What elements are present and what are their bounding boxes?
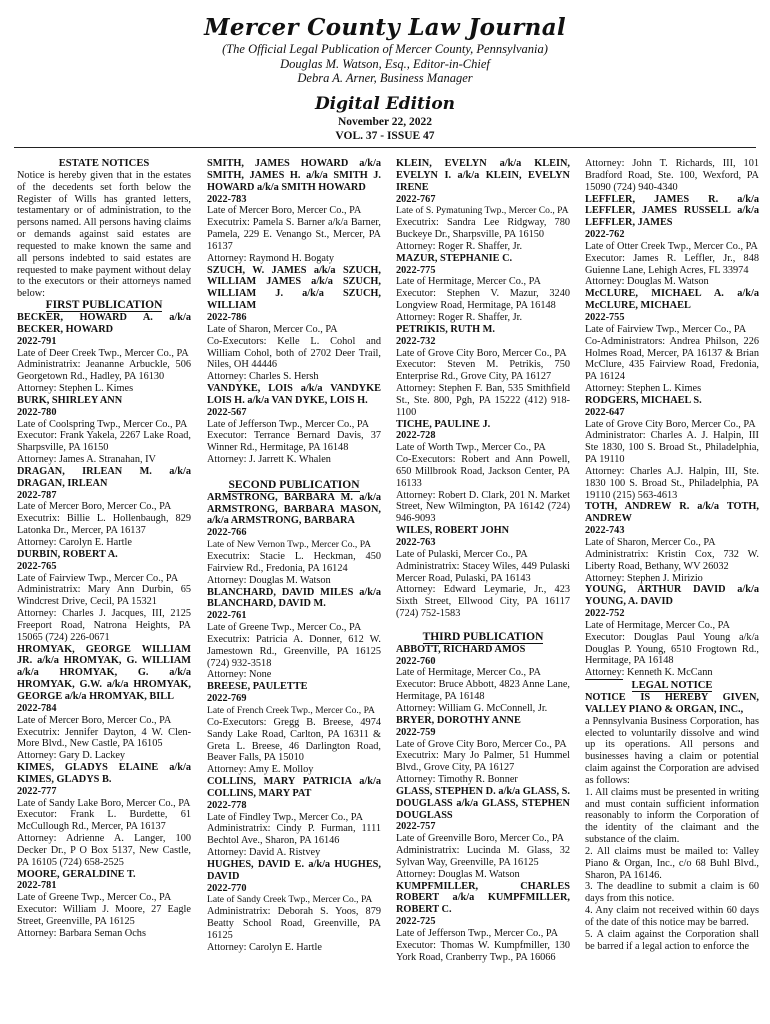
estate-entry [585, 395, 759, 502]
entry-line: Late of Mercer Boro, Mercer Co., PA [207, 205, 362, 217]
entry-line: Administratrix: Lucinda M. Glass, 32 Sylvan Way, Greenville, PA 16125 [396, 845, 570, 868]
entry-line: Attorney: Gary D. Lackey [17, 750, 126, 762]
entry-line: Co-Administrators: Andrea Philson, 226 Holmes Road, Mercer, PA 16137 & Brian McClure, 435 Fairview Road, Fredonia, PA 16124 [585, 335, 759, 383]
entry-line: Executor: Stephen V. Mazur, 3240 Longview Road, Hermitage, PA 16148 [396, 288, 570, 312]
entry-line: Attorney: J. Jarrett K. Whalen [207, 454, 331, 466]
entry-line: Late of Sandy Lake Boro, Mercer Co., PA [17, 797, 191, 809]
case-number: 2022-791 [17, 335, 57, 347]
entry-line: Late of Greene Twp., Mercer Co., PA [207, 622, 362, 634]
legal-notice-item: 5. A claim against the Corporation shall be barred if a legal action to enforce the [585, 928, 759, 952]
entry-line: Administrator: Charles A. J. Halpin, III Ste 1830, 100 S. Broad St., Philadelphia, PA 19110 [585, 430, 759, 466]
case-number: 2022-786 [207, 311, 247, 323]
case-number: 2022-781 [17, 880, 57, 892]
decedent-name: VANDYKE, LOIS a/k/a VANDYKE LOIS H. a/k/a VAN DYKE, LOIS H. [207, 383, 381, 406]
estate-entry [585, 194, 759, 289]
case-number: 2022-725 [396, 916, 436, 928]
entry-line: Attorney: Douglas M. Watson [585, 276, 709, 288]
entry-line: Late of French Creek Twp., Mercer Co., PA [207, 704, 375, 716]
case-number: 2022-752 [585, 608, 625, 620]
estate-entry [396, 419, 570, 526]
entry-line: Attorney: Charles A.J. Halpin, III, Ste. 1830 100 S. Broad St., Philadelphia, PA 19110 (215) 563-4613 [585, 465, 759, 501]
entry-line: Co-Executors: Kelle L. Cohol and William Cohol, both of 2702 Deer Trail, Niles, OH 44446 [207, 335, 381, 371]
decedent-name: KLEIN, EVELYN a/k/a KLEIN, EVELYN I. a/k/a KLEIN, EVELYN IRENE [396, 158, 570, 193]
decedent-name: DURBIN, ROBERT A. [17, 548, 118, 560]
entry-line: Attorney: Amy E. Molloy [207, 764, 314, 776]
entry-line: Late of Hermitage, Mercer Co., PA [396, 667, 541, 679]
decedent-name: BRYER, DOROTHY ANNE [396, 714, 521, 726]
estate-entry [585, 288, 759, 395]
entry-line: Administratrix: Stacey Wiles, 449 Pulaski Mercer Road, Pulaski, PA 16143 [396, 560, 570, 584]
journal-subtitle: (The Official Legal Publication of Mercer County, Pennsylvania) [222, 42, 548, 56]
estate-entry [396, 253, 570, 324]
entry-line: Late of S. Pymatuning Twp., Mercer Co., PA [396, 205, 569, 217]
second-publication-heading: SECOND PUBLICATION [228, 478, 360, 491]
legal-notice-item: 1. All claims must be presented in writing and must contain sufficient information reasonably to inform the Corporation of the identity of the claimant and the substance of the claim. [585, 786, 759, 846]
decedent-name: MAZUR, STEPHANIE C. [396, 252, 513, 264]
estate-entry [207, 859, 381, 954]
decedent-name: WILES, ROBERT JOHN [396, 525, 510, 537]
entry-line: Attorney: Barbara Seman Ochs [17, 927, 146, 939]
legal-notice-body: a Pennsylvania Business Corporation, has elected to voluntarily dissolve and wind up its operations. All persons and businesses having a claim or potential claim against the Corporation are advised as follows: [585, 715, 759, 786]
estate-entry [396, 881, 570, 964]
entry-line: Attorney: None [207, 669, 272, 681]
masthead [0, 14, 770, 144]
entry-line: Late of Jefferson Twp., Mercer Co., PA [396, 928, 559, 939]
case-number: 2022-777 [17, 785, 57, 797]
decedent-name: ABBOTT, RICHARD AMOS [396, 643, 526, 655]
entry-line: Attorney: Carolyn E. Hartle [207, 941, 322, 953]
legal-notice-lead: NOTICE IS HEREBY GIVEN, VALLEY PIANO & ORGAN, INC., [585, 691, 759, 715]
entry-line: Executor: Frank L. Burdette, 61 McCullough Rd., Mercer, PA 16137 [17, 809, 191, 833]
entry-line: Attorney: Adrienne A. Langer, 100 Decker Dr., P O Box 5137, New Castle, PA 16105 (724) 658-2525 [17, 833, 191, 868]
legal-notice-item: 4. Any claim not received within 60 days of the date of this notice may be barred. [585, 905, 759, 928]
case-number: 2022-767 [396, 193, 436, 205]
entry-line: Attorney: Timothy R. Bonner [396, 774, 518, 786]
entry-line: Late of Grove City Boro, Mercer Co., PA [396, 738, 567, 750]
case-number: 2022-647 [585, 406, 625, 418]
estate-entry [207, 383, 381, 466]
entry-line: Attorney: Charles S. Hersh [207, 371, 319, 383]
entry-line: Executrix: Sandra Lee Ridgway, 780 Buckeye Dr., Sharpsville, PA 16150 [396, 217, 570, 241]
decedent-name: HUGHES, DAVID E. a/k/a HUGHES, DAVID [207, 858, 381, 882]
estate-entry [396, 715, 570, 786]
case-number: 2022-770 [207, 882, 247, 894]
decedent-name: ARMSTRONG, BARBARA M. a/k/a ARMSTRONG, BARBARA MASON, a/k/a ARMSTRONG, BARBARA [207, 491, 381, 527]
case-number: 2022-769 [207, 693, 247, 705]
case-number: 2022-780 [17, 406, 57, 418]
column-1 [17, 158, 191, 1020]
entry-line: Administratrix: Kristin Cox, 732 W. Liberty Road, Bethany, WV 26032 [585, 548, 759, 572]
estate-entry [585, 501, 759, 584]
estate-entry [396, 158, 570, 253]
entry-line: Late of Mercer Boro, Mercer Co., PA [17, 714, 172, 726]
entry-line: Attorney: Stephen L. Kimes [17, 383, 134, 395]
estate-entry [207, 681, 381, 776]
entry-line: Executor: Frank Yakela, 2267 Lake Road, Sharpsville, PA 16150 [17, 430, 191, 454]
entry-line: Attorney: Charles J. Jacques, III, 2125 Freeport Road, Natrona Heights, PA 15065 (724) 226-0671 [17, 608, 191, 643]
journal-title: Mercer County Law Journal [204, 14, 566, 41]
estate-entry [17, 466, 191, 549]
entry-line: Attorney: William G. McConnell, Jr. [396, 702, 548, 714]
estate-entry [396, 525, 570, 620]
estate-entry [207, 265, 381, 383]
estate-entry [207, 776, 381, 859]
decedent-name: HROMYAK, GEORGE WILLIAM JR. a/k/a HROMYAK, G. WILLIAM a/k/a HROMYAK, G. a/k/a HROMYAK, G.W. a/k/a HROMYAK, GEORGE a/k/a HROMYAK, BILL [17, 643, 191, 702]
entry-line: Late of Worth Twp., Mercer Co., PA [396, 442, 546, 454]
entry-line: Late of Coolspring Twp., Mercer Co., PA [17, 418, 188, 430]
case-number: 2022-567 [207, 406, 247, 418]
decedent-name: KUMPFMILLER, CHARLES ROBERT a/k/a KUMPFMILLER, ROBERT C. [396, 880, 570, 916]
entry-line: Administratrix: Mary Ann Durbin, 65 Windcrest Drive, Cecil, PA 15321 [17, 584, 191, 608]
decedent-name: BREESE, PAULETTE [207, 681, 308, 693]
case-number: 2022-763 [396, 537, 436, 548]
case-number: 2022-775 [396, 264, 436, 276]
case-number: 2022-778 [207, 799, 247, 811]
entry-line: Attorney: Carolyn E. Hartle [17, 537, 132, 548]
estate-notices-intro: Notice is hereby given that in the estates of the decedents set forth below the Register of Wills has granted letters, testamentary or of administration, to the persons named. All persons having claims or demands against said estates are requested to make known the same and all persons indebted to said estates are requested to make payment without delay to the executors or their attorneys named below: [17, 169, 191, 300]
decedent-name: RODGERS, MICHAEL S. [585, 394, 702, 406]
entry-line: Late of Greenville Boro, Mercer Co., PA [396, 833, 565, 845]
entry-line: Attorney: Douglas M. Watson [207, 574, 331, 586]
entry-line: Attorney: Raymond H. Bogaty [207, 252, 334, 264]
entry-line: Late of Hermitage, Mercer Co., PA [396, 276, 541, 288]
entry-line: Attorney: Stephen J. Mirizio [585, 572, 703, 584]
entry-line: Attorney: Douglas M. Watson [396, 868, 520, 880]
entry-line: Co-Executors: Gregg B. Breese, 4974 Sandy Lake Road, Carlton, PA 16311 & Greta L. Breese, 46 Darlington Road, Beaver Falls, PA 15010 [207, 716, 381, 764]
estate-entry [207, 492, 381, 587]
entry-line: Late of Grove City Boro, Mercer Co., PA [585, 418, 756, 430]
case-number: 2022-732 [396, 335, 436, 347]
masthead-divider [14, 147, 756, 148]
entry-line: Executor: James R. Leffler, Jr., 848 Guienne Lane, Lehigh Acres, FL 33974 [585, 252, 759, 276]
decedent-name: BECKER, HOWARD A. a/k/a BECKER, HOWARD [17, 311, 191, 335]
estate-entry [396, 324, 570, 419]
estate-entry [585, 584, 759, 679]
entry-line: Attorney: Stephen F. Ban, 535 Smithfield St., Ste. 800, Pgh, PA 15222 (412) 918-1100 [396, 383, 570, 418]
estate-notices-heading: ESTATE NOTICES [58, 158, 150, 169]
entry-line: Executrix: Jennifer Dayton, 4 W. Clen-More Blvd., New Castle, PA 16105 [17, 726, 191, 750]
legal-notice-item: 3. The deadline to submit a claim is 60 days from this notice. [585, 881, 759, 905]
issue-date: November 22, 2022 [337, 115, 432, 128]
entry-line: Executor: Thomas W. Kumpfmiller, 130 York Road, Cranberry Twp., PA 16066 [396, 939, 570, 963]
entry-line: Executor: Steven M. Petrikis, 750 Enterprise Rd., Grove City, PA 16127 [396, 359, 570, 383]
case-number: 2022-761 [207, 610, 247, 622]
third-publication-heading: THIRD PUBLICATION [422, 630, 544, 643]
decedent-name: SMITH, JAMES HOWARD a/k/a SMITH, JAMES H. a/k/a SMITH J. HOWARD a/k/a SMITH HOWARD [207, 158, 381, 193]
column-2 [207, 158, 381, 1020]
entry-line: Late of Fairview Twp., Mercer Co., PA [585, 323, 747, 335]
entry-line: Attorney: David A. Ristvey [207, 847, 321, 859]
entry-line: Administratrix: Deborah S. Yoos, 879 Beatty School Road, Greenville, PA 16125 [207, 906, 381, 941]
entry-line: Late of Sandy Creek Twp., Mercer Co., PA [207, 894, 373, 906]
column-3 [396, 158, 570, 1020]
entry-line: Late of Pulaski, Mercer Co., PA [396, 548, 528, 560]
entry-line: Late of Sharon, Mercer Co., PA [207, 323, 338, 335]
decedent-name: LEFFLER, JAMES R. a/k/a LEFFLER, JAMES RUSSELL a/k/a LEFFLER, JAMES [585, 193, 759, 229]
decedent-name: KIMES, GLADYS ELAINE a/k/a KIMES, GLADYS B. [17, 762, 191, 785]
entry-line: Executrix: Mary Jo Palmer, 51 Hummel Blvd., Grove City, PA 16127 [396, 750, 570, 774]
case-number: 2022-783 [207, 193, 247, 205]
entry-line: Attorney: Roger R. Shaffer, Jr. [396, 311, 523, 323]
estate-entry [17, 762, 191, 869]
entry-line: Late of Greene Twp., Mercer Co., PA [17, 892, 172, 904]
entry-line: Late of Findley Twp., Mercer Co., PA [207, 811, 364, 823]
case-number: 2022-728 [396, 430, 436, 442]
entry-line: Executrix: Pamela S. Barner a/k/a Barner, Pamela, 229 E. Venango St., Mercer, PA 16137 [207, 217, 381, 252]
entry-line: Late of Grove City Boro, Mercer Co., PA [396, 347, 567, 359]
volume-issue: VOL. 37 - ISSUE 47 [335, 130, 435, 142]
decedent-name: TICHE, PAULINE J. [396, 418, 491, 430]
case-number: 2022-743 [585, 525, 625, 537]
case-number: 2022-757 [396, 821, 436, 833]
case-number: 2022-765 [17, 560, 57, 572]
decedent-name: PETRIKIS, RUTH M. [396, 323, 495, 335]
estate-entry [17, 312, 191, 395]
case-number: 2022-766 [207, 527, 247, 539]
continued-attorney-line: Attorney: John T. Richards, III, 101 Bradford Road, Ste. 100, Wexford, PA 15090 (724) 940-4340 [585, 158, 759, 193]
entry-line: Attorney: James A. Stranahan, IV [17, 454, 156, 466]
entry-line: Late of Mercer Boro, Mercer Co., PA [17, 501, 172, 513]
estate-entry [396, 644, 570, 715]
entry-line: Executrix: Billie L. Hollenbaugh, 829 Latonka Dr., Mercer, PA 16137 [17, 513, 191, 537]
entry-line: Administratrix: Cindy P. Furman, 1111 Bechtol Ave., Sharon, PA 16146 [207, 823, 381, 847]
case-number: 2022-787 [17, 489, 57, 501]
case-number: 2022-759 [396, 726, 436, 738]
decedent-name: MOORE, GERALDINE T. [17, 868, 136, 880]
decedent-name: BLANCHARD, DAVID MILES a/k/a BLANCHARD, DAVID M. [207, 586, 381, 610]
entry-line: Attorney: Kenneth K. McCann [585, 667, 713, 679]
entry-line: Executrix: Stacie L. Heckman, 450 Fairview Rd., Fredonia, PA 16124 [207, 551, 381, 574]
decedent-name: BURK, SHIRLEY ANN [17, 394, 123, 406]
case-number: 2022-762 [585, 229, 625, 241]
entry-line: Late of Sharon, Mercer Co., PA [585, 537, 716, 548]
entry-line: Administratrix: Jeananne Arbuckle, 506 Georgetown Rd., Hadley, PA 16130 [17, 359, 191, 383]
decedent-name: COLLINS, MARY PATRICIA a/k/a COLLINS, MARY PAT [207, 776, 381, 799]
case-number: 2022-784 [17, 702, 57, 714]
decedent-name: McCLURE, MICHAEL A. a/k/a McCLURE, MICHAEL [585, 288, 759, 312]
estate-entry [207, 158, 381, 265]
entry-line: Late of Deer Creek Twp., Mercer Co., PA [17, 347, 189, 359]
entry-line: Executor: William J. Moore, 27 Eagle Street, Greenville, PA 16125 [17, 904, 191, 927]
edition-label: Digital Edition [314, 93, 456, 114]
entry-line: Late of Hermitage, Mercer Co., PA [585, 619, 730, 631]
decedent-name: GLASS, STEPHEN D. a/k/a GLASS, S. DOUGLASS a/k/a GLASS, STEPHEN DOUGLASS [396, 785, 570, 821]
legal-notice-heading: LEGAL NOTICE [631, 680, 713, 692]
entry-line: Executor: Terrance Bernard Davis, 37 Winner Rd., Hermitage, PA 16148 [207, 430, 381, 454]
estate-entry [17, 869, 191, 940]
estate-entry [207, 587, 381, 682]
first-publication-heading: FIRST PUBLICATION [45, 299, 163, 312]
entry-line: Executor: Bruce Abbott, 4823 Anne Lane, Hermitage, PA 16148 [396, 679, 570, 703]
entry-line: Attorney: Robert D. Clark, 201 N. Market Street, New Wilmington, PA 16142 (724) 946-9093 [396, 489, 570, 525]
editor-line: Douglas M. Watson, Esq., Editor-in-Chief [280, 56, 490, 71]
manager-line: Debra A. Arner, Business Manager [297, 71, 473, 85]
decedent-name: SZUCH, W. JAMES a/k/a SZUCH, WILLIAM JAMES a/k/a SZUCH, WILLIAM J. a/k/a SZUCH, WILLIAM [207, 264, 381, 312]
decedent-name: DRAGAN, IRLEAN M. a/k/a DRAGAN, IRLEAN [17, 465, 191, 489]
entry-line: Late of New Vernon Twp., Mercer Co., PA [207, 539, 372, 551]
legal-notice-item: 2. All claims must be mailed to: Valley Piano & Organ, Inc., c/o 68 Buhl Blvd., Sharon, PA 16146. [585, 845, 759, 881]
estate-entry [396, 786, 570, 881]
entry-line: Attorney: Roger R. Shaffer, Jr. [396, 240, 523, 252]
column-4 [585, 158, 759, 1020]
decedent-name: TOTH, ANDREW R. a/k/a TOTH, ANDREW [585, 501, 759, 525]
case-number: 2022-760 [396, 655, 436, 667]
entry-line: Co-Executors: Robert and Ann Powell, 650 Millbrook Road, Jackson Center, PA 16133 [396, 454, 570, 489]
entry-line: Late of Fairview Twp., Mercer Co., PA [17, 572, 179, 584]
decedent-name: YOUNG, ARTHUR DAVID a/k/a YOUNG, A. DAVID [585, 584, 759, 608]
estate-entry [17, 549, 191, 644]
estate-entry [17, 644, 191, 762]
entry-line: Executor: Douglas Paul Young a/k/a Douglas P. Young, 6510 Frogtown Rd., Hermitage, PA 16148 [585, 631, 759, 667]
entry-line: Attorney: Edward Leymarie, Jr., 423 Sixth Street, Ellwood City, PA 16117 (724) 752-1583 [396, 584, 570, 620]
estate-entry [17, 395, 191, 466]
entry-line: Attorney: Stephen L. Kimes [585, 383, 702, 395]
entry-line: Late of Otter Creek Twp., Mercer Co., PA [585, 240, 758, 252]
entry-line: Late of Jefferson Twp., Mercer Co., PA [207, 418, 370, 430]
entry-line: Executrix: Patricia A. Donner, 612 W. Jamestown Rd., Greenville, PA 16125 (724) 932-3518 [207, 633, 381, 669]
case-number: 2022-755 [585, 311, 625, 323]
